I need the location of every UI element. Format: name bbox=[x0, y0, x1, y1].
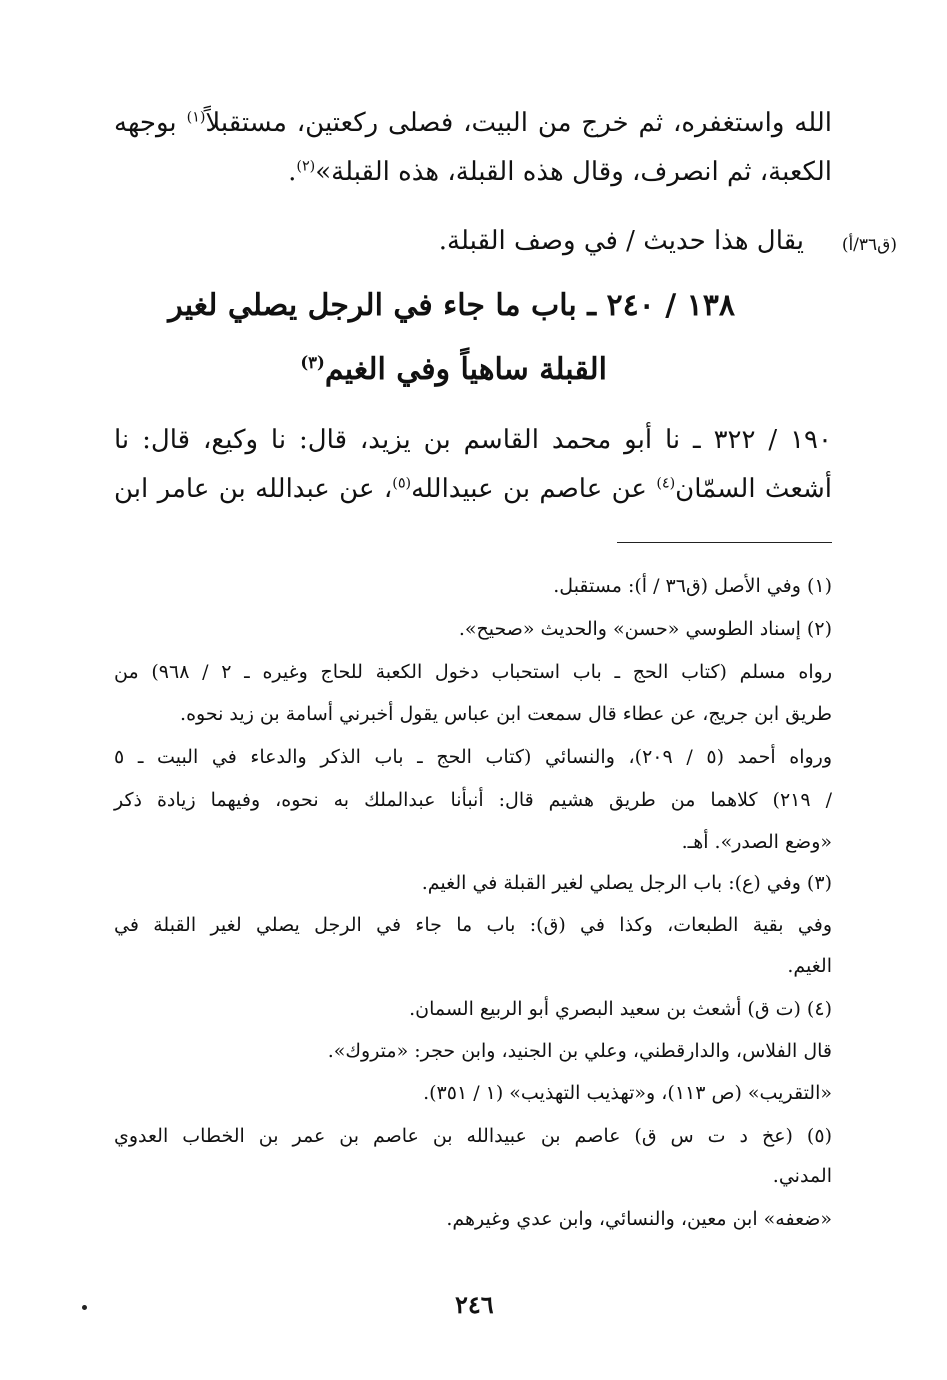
footnote-1: (١) وفي الأصل (ق٣٦ / أ): مستقبل. bbox=[553, 575, 832, 597]
footnote-5: (٥) (عخ د ت س ق) عاصم بن عبيدالله بن عاصم بن عمر بن الخطاب العدوي bbox=[114, 1125, 832, 1147]
footnote-4-line-2: قال الفلاس، والدارقطني، وعلي بن الجنيد، وابن حجر: «متروك». bbox=[327, 1040, 832, 1062]
scan-speck bbox=[82, 1305, 87, 1310]
chapter-heading-line-1: ١٣٨ / ٢٤٠ ـ باب ما جاء في الرجل يصلي لغير bbox=[168, 288, 735, 323]
chapter-heading-line-2: القبلة ساهياً وفي الغيم$^{(٣)}$ bbox=[300, 352, 607, 387]
footnote-5-line-3: «ضعفه» ابن معين، والنسائي، وابن عدي وغيرهم. bbox=[446, 1208, 832, 1230]
footnote-2-line-5: / ٢١٩) كلاهما من طريق هشيم قال: أنبأنا عبدالملك به نحوه، وفيهما زيادة ذكر bbox=[114, 789, 832, 811]
body-line-2: الكعبة، ثم انصرف، وقال هذه القبلة، هذه القبلة»$^{(٢)}$. bbox=[288, 157, 832, 187]
hadith-line-2: أشعث السمّان$^{(٤)}$ عن عاصم بن عبيدالله$^{(٥)}$، عن عبدالله بن عامر ابن bbox=[114, 474, 832, 504]
body-line-3: يقال هذا حديث / في وصف القبلة. bbox=[438, 226, 804, 256]
footnote-ref-3: (٣) bbox=[300, 353, 325, 372]
footnote-separator bbox=[617, 542, 832, 543]
manuscript-margin-note: (ق٣٦/أ) bbox=[841, 235, 897, 255]
footnote-2-line-3: طريق ابن جريج، عن عطاء قال سمعت ابن عباس يقول أخبرني أسامة بن زيد نحوه. bbox=[180, 703, 832, 725]
footnote-3-line-3: الغيم. bbox=[787, 955, 832, 977]
footnote-3: (٣) وفي (ع): باب الرجل يصلي لغير القبلة في الغيم. bbox=[421, 872, 832, 894]
footnote-4: (٤) (ت ق) أشعث بن سعيد البصري أبو الربيع السمان. bbox=[409, 998, 832, 1020]
page-number: ٢٤٦ bbox=[455, 1290, 494, 1319]
body-line-1: الله واستغفره، ثم خرج من البيت، فصلى ركعتين، مستقبلاً$^{(١)}$ بوجهه bbox=[114, 108, 832, 138]
footnote-5-line-2: المدني. bbox=[772, 1165, 832, 1187]
hadith-line-1: ١٩٠ / ٣٢٢ ـ نا أبو محمد القاسم بن يزيد، قال: نا وكيع، قال: نا bbox=[114, 425, 832, 455]
footnote-ref-2: (٢) bbox=[296, 158, 316, 175]
footnote-2-line-4: ورواه أحمد (٥ / ٢٠٩)، والنسائي (كتاب الحج ـ باب الذكر والدعاء في البيت ـ ٥ bbox=[114, 746, 833, 768]
footnote-4-line-3: «التقريب» (ص ١١٣)، و«تهذيب التهذيب» (١ / ٣٥١). bbox=[423, 1082, 832, 1104]
footnote-ref-4: (٤) bbox=[656, 475, 676, 492]
footnote-ref-5: (٥) bbox=[392, 475, 412, 492]
footnote-2-line-2: رواه مسلم (كتاب الحج ـ باب استحباب دخول الكعبة للحاج وغيره ـ ٢ / ٩٦٨) من bbox=[114, 661, 833, 683]
footnote-ref-1: (١) bbox=[186, 109, 206, 126]
footnote-2-line-6: «وضع الصدر». أهـ. bbox=[681, 831, 832, 853]
footnote-2: (٢) إسناد الطوسي «حسن» والحديث «صحيح». bbox=[458, 618, 832, 640]
footnote-3-line-2: وفي بقية الطبعات، وكذا في (ق): باب ما جاء في الرجل يصلي لغير القبلة في bbox=[114, 914, 832, 936]
